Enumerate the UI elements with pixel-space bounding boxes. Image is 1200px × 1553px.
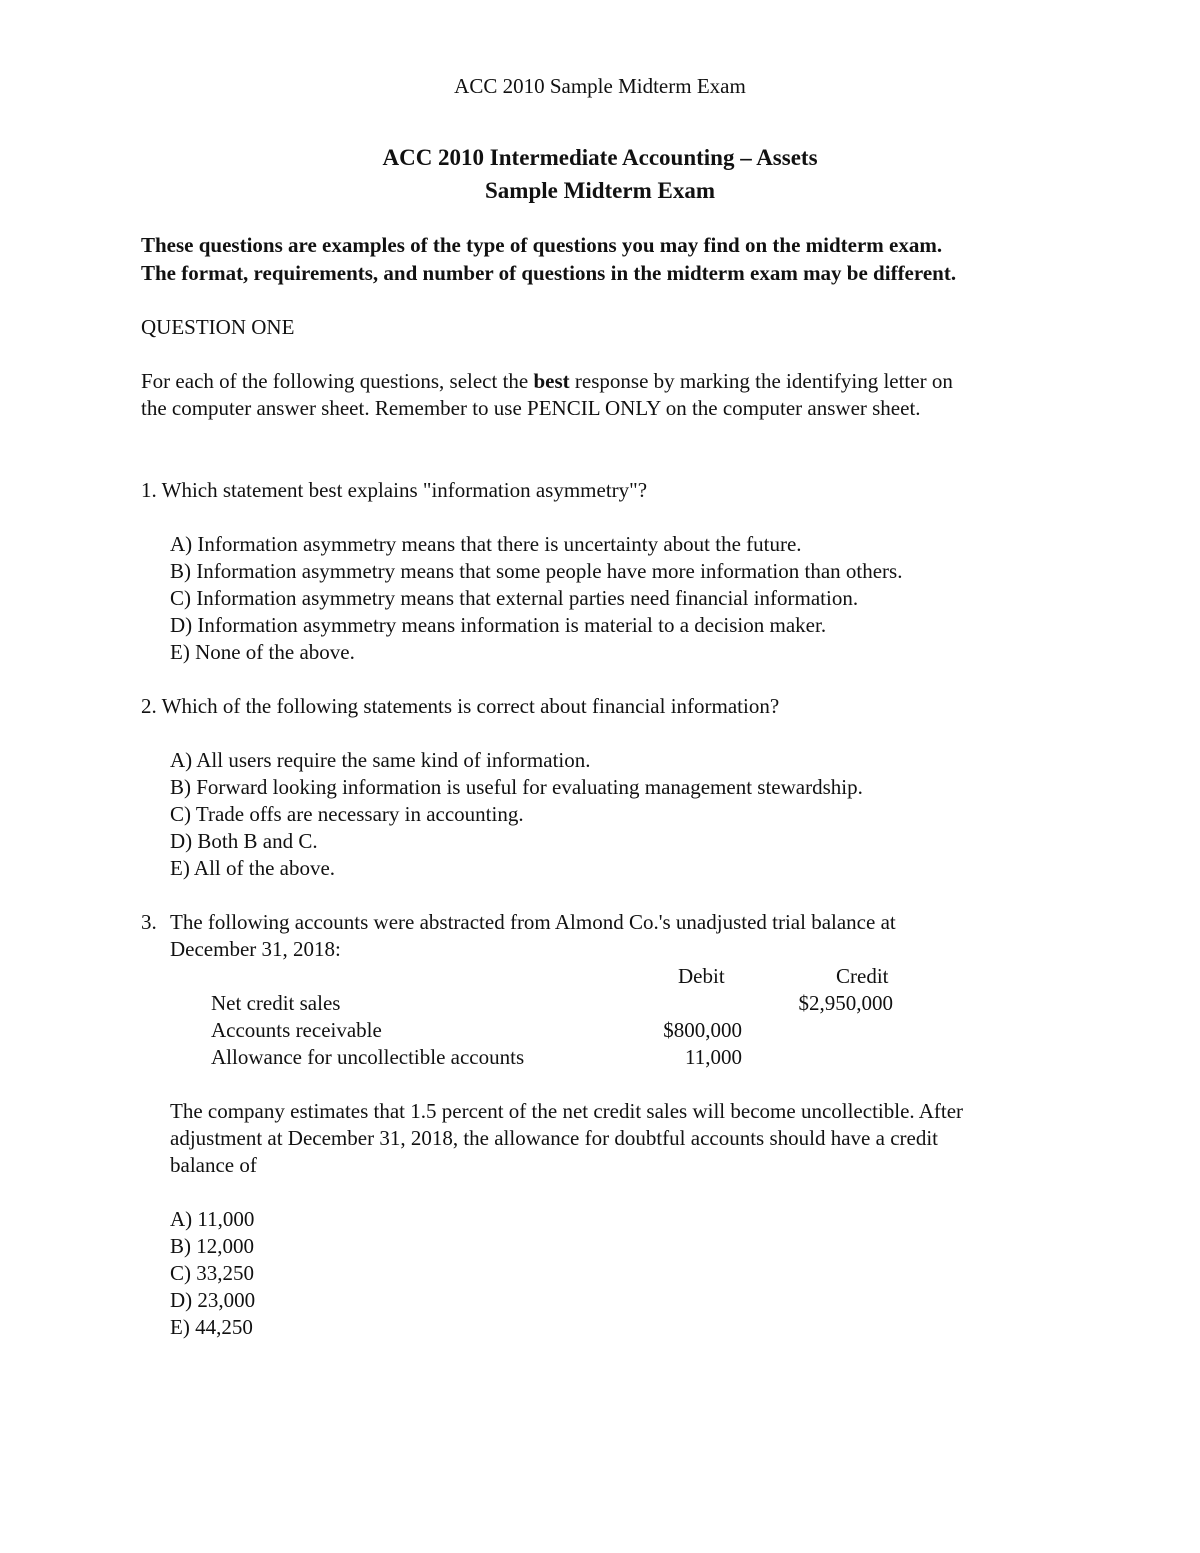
- intro-line-2: The format, requirements, and number of questions in the midterm exam may be different.: [141, 261, 957, 285]
- question-3-option: D) 23,000: [170, 1288, 256, 1312]
- instructions-bold: best: [533, 369, 570, 393]
- question-3-body-line-1: The company estimates that 1.5 percent of the net credit sales will become uncollectible. After: [170, 1099, 964, 1123]
- question-1-stem: 1. Which statement best explains "information asymmetry"?: [141, 478, 648, 502]
- question-2-option: C) Trade offs are necessary in accounting.: [170, 802, 524, 826]
- question-3-option: C) 33,250: [170, 1261, 254, 1285]
- question-3-body-line-3: balance of: [170, 1153, 257, 1177]
- instructions-text: response by marking the identifying letter on: [569, 369, 953, 393]
- instructions-line-1: [141, 369, 953, 394]
- title-line-1: ACC 2010 Intermediate Accounting – Assets: [382, 145, 818, 170]
- question-3-option: E) 44,250: [170, 1315, 253, 1339]
- table-row-label: Net credit sales: [211, 991, 341, 1015]
- question-1-option: E) None of the above.: [170, 640, 355, 664]
- question-1-option: D) Information asymmetry means information is material to a decision maker.: [170, 613, 827, 637]
- question-2-stem: 2. Which of the following statements is correct about financial information?: [141, 694, 780, 718]
- question-3-body-line-2: adjustment at December 31, 2018, the allowance for doubtful accounts should have a credit: [170, 1126, 938, 1150]
- instructions-line-2: the computer answer sheet. Remember to use PENCIL ONLY on the computer answer sheet.: [141, 396, 921, 420]
- table-credit-header: Credit: [836, 964, 889, 988]
- running-header: ACC 2010 Sample Midterm Exam: [454, 74, 746, 98]
- question-3-stem-line-1: The following accounts were abstracted from Almond Co.'s unadjusted trial balance at: [170, 910, 896, 934]
- question-3-option: B) 12,000: [170, 1234, 254, 1258]
- table-row-credit: $2,950,000: [798, 991, 893, 1015]
- table-row-label: Allowance for uncollectible accounts: [211, 1045, 525, 1069]
- title-line-2: Sample Midterm Exam: [485, 178, 715, 203]
- table-row-debit: 11,000: [685, 1045, 742, 1069]
- instructions-text: For each of the following questions, select the: [141, 369, 534, 393]
- question-1-option: B) Information asymmetry means that some people have more information than others.: [170, 559, 903, 583]
- question-2-option: A) All users require the same kind of information.: [170, 748, 591, 772]
- intro-line-1: These questions are examples of the type of questions you may find on the midterm exam.: [141, 233, 943, 257]
- question-1-option: A) Information asymmetry means that there is uncertainty about the future.: [170, 532, 802, 556]
- question-2-option: E) All of the above.: [170, 856, 336, 880]
- table-debit-header: Debit: [678, 964, 725, 988]
- question-3-stem-line-2: December 31, 2018:: [170, 937, 341, 961]
- question-3-number: 3.: [141, 910, 157, 934]
- question-2-option: B) Forward looking information is useful for evaluating management stewardship.: [170, 775, 863, 799]
- table-row-debit: $800,000: [663, 1018, 742, 1042]
- question-1-option: C) Information asymmetry means that external parties need financial information.: [170, 586, 859, 610]
- question-3-option: A) 11,000: [170, 1207, 255, 1231]
- table-row-label: Accounts receivable: [211, 1018, 382, 1042]
- section-heading: QUESTION ONE: [141, 315, 295, 339]
- question-2-option: D) Both B and C.: [170, 829, 318, 853]
